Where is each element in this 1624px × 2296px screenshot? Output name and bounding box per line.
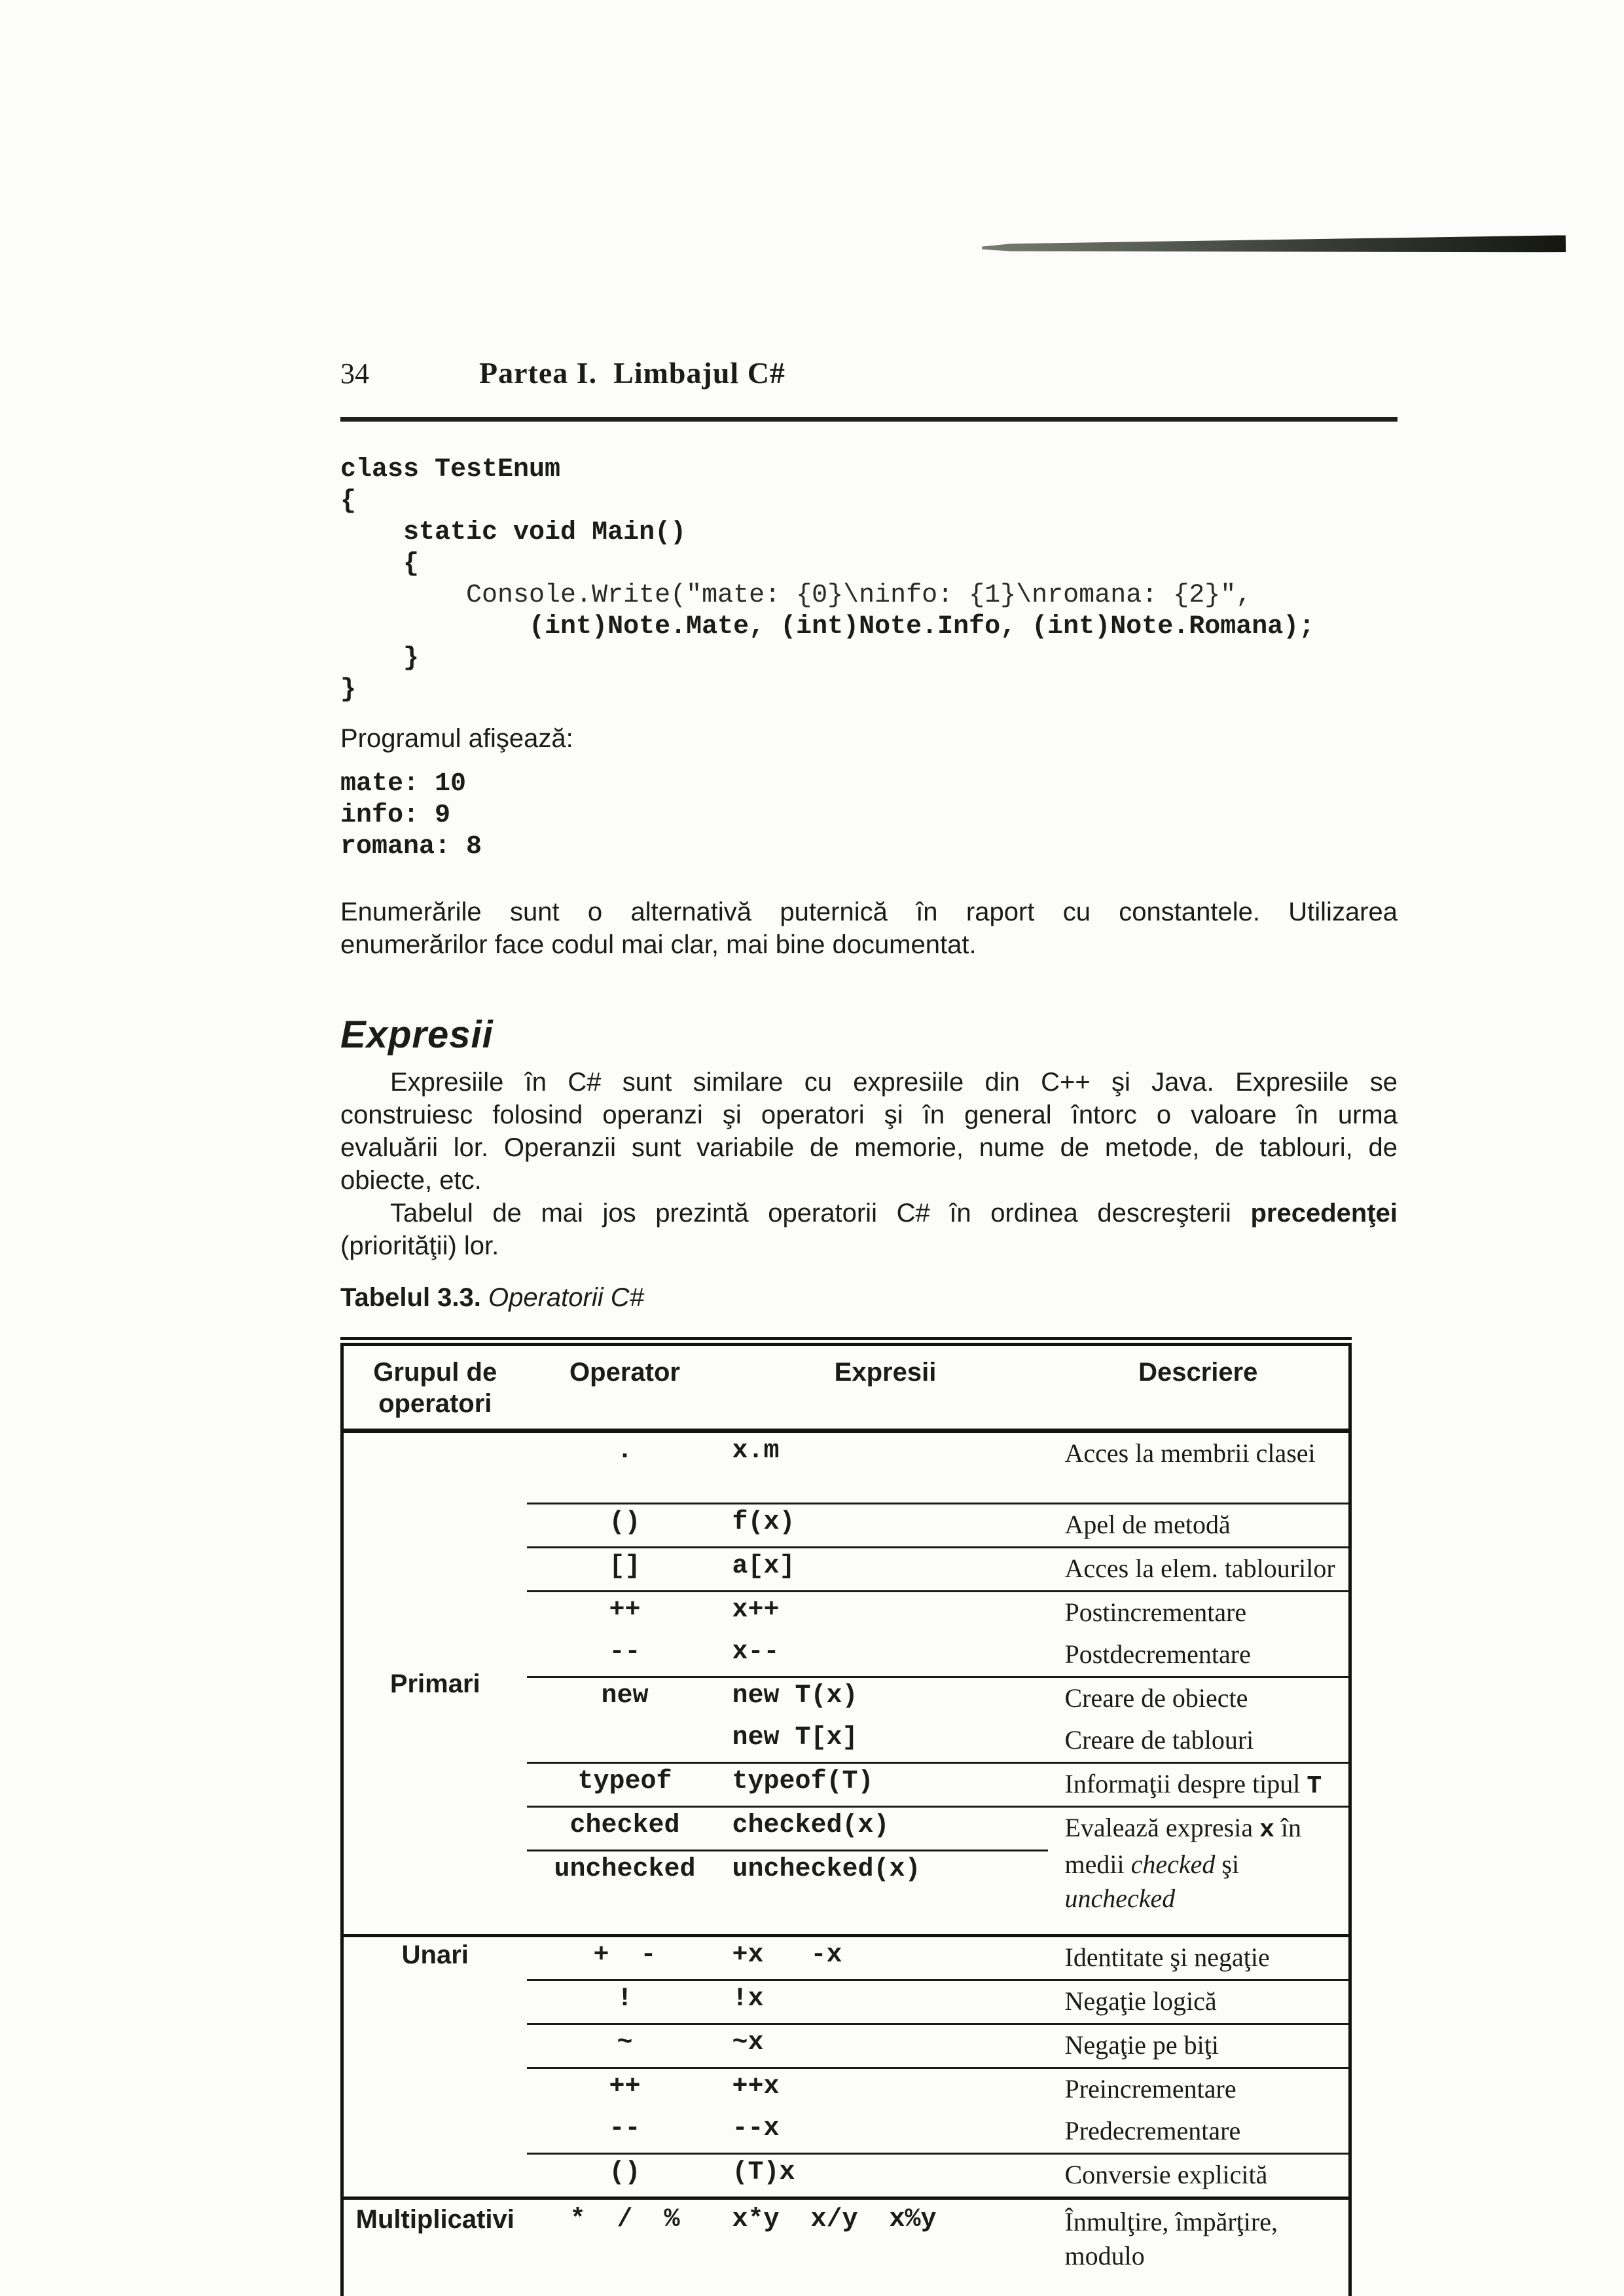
description-cell: Predecrementare bbox=[1048, 2111, 1350, 2154]
group-cell-unari: Unari bbox=[342, 1936, 527, 2198]
paragraph-line: enumerărilor face codul mai clar, mai bine documentat. bbox=[340, 930, 977, 959]
description-cell-checked-unchecked bbox=[1048, 1807, 1350, 1936]
text-run-code: T bbox=[1307, 1772, 1322, 1800]
paragraph-line: Enumerările sunt o alternativă puternică în raport cu constantele. Utilizarea bbox=[340, 898, 1398, 926]
operator-cell: ~ bbox=[527, 2024, 723, 2068]
operator-cell: typeof bbox=[527, 1763, 723, 1807]
expression-cell: f(x) bbox=[723, 1504, 1048, 1548]
page-number: 34 bbox=[340, 357, 369, 390]
text-run: Tabelul de mai jos prezintă operatorii C# în ordinea descreşterii bbox=[390, 1199, 1251, 1228]
paragraph-line: Expresiile în C# sunt similare cu expresiile din C++ şi Java. Expresiile se bbox=[390, 1068, 1398, 1097]
expression-cell: a[x] bbox=[723, 1548, 1048, 1592]
code-line: } bbox=[340, 675, 357, 704]
operators-table bbox=[340, 1337, 1352, 2296]
operator-cell: -- bbox=[527, 2111, 723, 2154]
code-block bbox=[340, 454, 1398, 706]
table-caption bbox=[340, 1282, 1398, 1313]
output-line: romana: 8 bbox=[340, 832, 482, 862]
description-cell: Negaţie pe biţi bbox=[1048, 2024, 1350, 2068]
description-cell: Identitate şi negaţie bbox=[1048, 1936, 1350, 1980]
description-cell: Postincrementare bbox=[1064, 1597, 1247, 1627]
paragraph-expresii bbox=[340, 1066, 1398, 1197]
paragraph-line bbox=[340, 1197, 1398, 1230]
operator-cell: . bbox=[527, 1431, 723, 1504]
text-run: Înmulţire, împărţire, bbox=[1064, 2207, 1278, 2236]
description-cell-typeof bbox=[1048, 1763, 1350, 1807]
page-content bbox=[340, 0, 1398, 2296]
expression-cell: new T(x) bbox=[732, 1681, 858, 1711]
description-cell: Creare de tablouri bbox=[1048, 1720, 1350, 1763]
group-cell-primari: Primari bbox=[342, 1431, 527, 1936]
text-run-italic: unchecked bbox=[1064, 1884, 1176, 1913]
expression-cell: --x bbox=[723, 2111, 1048, 2154]
description-cell: Conversie explicită bbox=[1048, 2154, 1350, 2198]
table-row bbox=[342, 1431, 1350, 1504]
code-line: static void Main() bbox=[340, 518, 687, 547]
text-run-bold: precedenţei bbox=[1250, 1199, 1398, 1228]
description-cell: Acces la membrii clasei bbox=[1048, 1431, 1350, 1504]
program-output-label: Programul afişează: bbox=[340, 724, 573, 753]
operator-cell: ! bbox=[527, 1980, 723, 2024]
table-row bbox=[342, 2198, 1350, 2296]
column-header-descriere: Descriere bbox=[1048, 1341, 1350, 1431]
code-line: } bbox=[340, 644, 420, 673]
column-header-operator: Operator bbox=[527, 1341, 723, 1431]
description-cell: Postdecrementare bbox=[1048, 1634, 1350, 1677]
table-caption-number: Tabelul 3.3. bbox=[340, 1283, 481, 1312]
description-cell: Apel de metodă bbox=[1048, 1504, 1350, 1548]
text-run: Evalează expresia bbox=[1064, 1813, 1260, 1842]
operator-cell: + - bbox=[527, 1936, 723, 1980]
operator-cell bbox=[527, 1720, 723, 1763]
operator-cell: new bbox=[601, 1681, 649, 1711]
paragraph-line: obiecte, etc. bbox=[340, 1166, 482, 1195]
operator-cell: [] bbox=[527, 1548, 723, 1592]
operator-cell: -- bbox=[527, 1634, 723, 1677]
table-header-row bbox=[342, 1341, 1350, 1431]
expression-cell: +x -x bbox=[723, 1936, 1048, 1980]
text-run: în bbox=[1274, 1813, 1302, 1842]
table-caption-title: Operatorii C# bbox=[480, 1283, 644, 1312]
expression-cell: x++ bbox=[732, 1595, 780, 1625]
expression-cell: unchecked(x) bbox=[723, 1851, 1048, 1936]
code-line: Console.Write("mate: {0}\ninfo: {1}\nromana: {2}", bbox=[340, 581, 1252, 610]
output-line: info: 9 bbox=[340, 801, 451, 830]
expression-cell: new T[x] bbox=[723, 1720, 1048, 1763]
operator-cell: () bbox=[527, 2154, 723, 2198]
description-cell: Negaţie logică bbox=[1048, 1980, 1350, 2024]
operator-cell: unchecked bbox=[527, 1851, 723, 1936]
expression-cell: ~x bbox=[723, 2024, 1048, 2068]
expression-cell: x.m bbox=[723, 1431, 1048, 1504]
text-run: şi bbox=[1215, 1850, 1240, 1879]
expression-cell: x*y x/y x%y bbox=[732, 2205, 937, 2234]
expression-cell: !x bbox=[723, 1980, 1048, 2024]
group-cell-multiplicativi: Multiplicativi bbox=[355, 2205, 514, 2234]
operator-cell: () bbox=[527, 1504, 723, 1548]
operator-cell: checked bbox=[527, 1807, 723, 1851]
expression-cell: typeof(T) bbox=[723, 1763, 1048, 1807]
page-header bbox=[340, 355, 1398, 422]
code-line: class TestEnum bbox=[340, 455, 561, 484]
section-heading-expresii: Expresii bbox=[340, 1013, 494, 1056]
program-output bbox=[340, 769, 1398, 863]
code-line: (int)Note.Mate, (int)Note.Info, (int)Note.Romana); bbox=[340, 612, 1315, 642]
description-cell: Preincrementare bbox=[1064, 2074, 1236, 2104]
text-run: medii bbox=[1064, 1850, 1131, 1879]
paragraph-tabel bbox=[340, 1197, 1398, 1262]
output-line: mate: 10 bbox=[340, 769, 467, 799]
paragraph-line: construiesc folosind operanzi şi operatori şi în general întorc o valoare în urma bbox=[340, 1101, 1398, 1129]
column-header-expresii: Expresii bbox=[723, 1341, 1048, 1431]
description-cell: Creare de obiecte bbox=[1064, 1683, 1248, 1713]
expression-cell: ++x bbox=[732, 2072, 780, 2102]
expression-cell: (T)x bbox=[723, 2154, 1048, 2198]
operator-cell: ++ bbox=[609, 2072, 641, 2102]
description-cell: Acces la elem. tablourilor bbox=[1048, 1548, 1350, 1592]
table-row bbox=[342, 1936, 1350, 1980]
text-run: Informaţii despre tipul bbox=[1064, 1769, 1307, 1798]
paragraph-line: (priorităţii) lor. bbox=[340, 1231, 499, 1260]
column-header-grup: Grupul de operatori bbox=[342, 1341, 527, 1431]
operator-cell: * / % bbox=[569, 2205, 680, 2234]
code-line: { bbox=[340, 486, 357, 516]
code-line: { bbox=[340, 549, 420, 579]
text-run-italic: checked bbox=[1130, 1850, 1216, 1879]
page-header-title: Partea I. Limbajul C# bbox=[479, 356, 785, 390]
text-run: modulo bbox=[1064, 2241, 1145, 2270]
expression-cell: x-- bbox=[723, 1634, 1048, 1677]
operator-cell: ++ bbox=[609, 1595, 641, 1625]
expression-cell: checked(x) bbox=[723, 1807, 1048, 1851]
description-cell-multiplicativi bbox=[1048, 2198, 1350, 2296]
paragraph-line: evaluării lor. Operanzii sunt variabile de memorie, nume de metode, de tablouri, de bbox=[340, 1133, 1398, 1162]
text-run-code: x bbox=[1259, 1816, 1274, 1844]
paragraph-enumerari bbox=[340, 896, 1398, 961]
